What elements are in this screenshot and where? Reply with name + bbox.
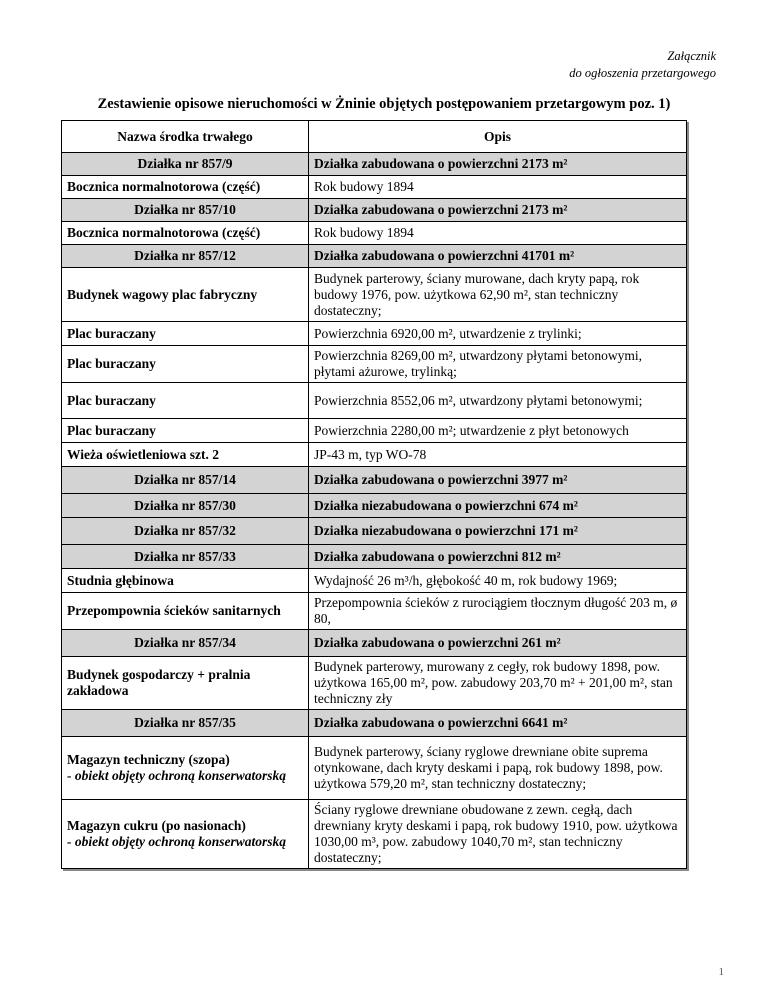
table-row	[62, 383, 687, 419]
cell-description: Działka zabudowana o powierzchni 2173 m²	[309, 199, 687, 222]
cell-name	[62, 593, 309, 630]
cell-name	[62, 657, 309, 710]
table-header-row	[62, 121, 687, 153]
cell-name	[62, 346, 309, 383]
cell-name-text: Magazyn cukru (po nasionach)	[67, 818, 246, 833]
cell-name	[62, 737, 309, 800]
cell-description: Działka niezabudowana o powierzchni 674 m²	[309, 494, 687, 518]
cell-name-text: Magazyn techniczny (szopa)	[67, 752, 230, 767]
cell-name-text: Działka nr 857/32	[134, 523, 236, 538]
header-desc: Opis	[309, 121, 687, 153]
cell-description: Działka zabudowana o powierzchni 2173 m²	[309, 153, 687, 176]
cell-name	[62, 322, 309, 346]
annex-header	[569, 48, 716, 82]
parcel-row	[62, 710, 687, 737]
parcel-row	[62, 494, 687, 518]
table-row	[62, 593, 687, 630]
table-row	[62, 569, 687, 593]
cell-name	[62, 467, 309, 494]
parcel-row	[62, 245, 687, 268]
page-number: 1	[718, 966, 724, 978]
table-row	[62, 222, 687, 245]
cell-name	[62, 545, 309, 569]
cell-name	[62, 419, 309, 443]
property-table	[61, 120, 687, 869]
cell-name	[62, 569, 309, 593]
cell-name	[62, 494, 309, 518]
cell-name-text: Działka nr 857/12	[134, 248, 236, 263]
table-row	[62, 657, 687, 710]
cell-name	[62, 383, 309, 419]
cell-description: Działka niezabudowana o powierzchni 171 m²	[309, 518, 687, 545]
cell-name-text: Studnia głębinowa	[67, 572, 174, 588]
cell-description: Powierzchnia 6920,00 m², utwardzenie z trylinki;	[309, 322, 687, 346]
cell-description: Ściany ryglowe drewniane obudowane z zewn. cegłą, dach drewniany kryty deskami i papą, rok budowy 1910, pow. użytkowa 1030,00 m³, pow. zabudowy 1040,70 m², stan techniczny dostateczny;	[309, 800, 687, 869]
table-row	[62, 737, 687, 800]
cell-description: Powierzchnia 8552,06 m², utwardzony płytami betonowymi;	[309, 383, 687, 419]
protection-note: - obiekt objęty ochroną konserwatorską	[67, 768, 287, 783]
cell-description: Działka zabudowana o powierzchni 3977 m²	[309, 467, 687, 494]
table-row	[62, 800, 687, 869]
cell-description: Działka zabudowana o powierzchni 6641 m²	[309, 710, 687, 737]
table-row	[62, 443, 687, 467]
header-name: Nazwa środka trwałego	[62, 121, 309, 153]
document-title: Zestawienie opisowe nieruchomości w Żninie objętych postępowaniem przetargowym poz. 1)	[97, 96, 671, 112]
table-row	[62, 176, 687, 199]
cell-name-text: Wieża oświetleniowa szt. 2	[67, 446, 219, 462]
cell-description: Budynek parterowy, ściany ryglowe drewniane obite suprema otynkowane, dach kryty deskami i papą, rok budowy 1898, pow. użytkowa 579,20 m², stan techniczny dostateczny;	[309, 737, 687, 800]
annex-line-2: do ogłoszenia przetargowego	[569, 66, 716, 80]
cell-description: Rok budowy 1894	[309, 222, 687, 245]
cell-description: Powierzchnia 8269,00 m², utwardzony płytami betonowymi, płytami ażurowe, trylinką;	[309, 346, 687, 383]
cell-name-text: Działka nr 857/30	[134, 497, 236, 513]
cell-name	[62, 630, 309, 657]
cell-description: Przepompownia ścieków z rurociągiem tłocznym długość 203 m, ø 80,	[309, 593, 687, 630]
cell-name	[62, 176, 309, 199]
cell-name-text: Plac buraczany	[67, 392, 156, 408]
parcel-row	[62, 630, 687, 657]
cell-name-text: Budynek wagowy plac fabryczny	[67, 286, 258, 302]
table-row	[62, 268, 687, 322]
cell-name-text: Budynek gospodarczy + pralnia zakładowa	[67, 667, 251, 698]
parcel-row	[62, 467, 687, 494]
cell-name	[62, 800, 309, 869]
cell-name	[62, 710, 309, 737]
table-row	[62, 419, 687, 443]
cell-description: Działka zabudowana o powierzchni 41701 m²	[309, 245, 687, 268]
cell-name	[62, 153, 309, 176]
table-row	[62, 322, 687, 346]
cell-name	[62, 518, 309, 545]
cell-name-text: Działka nr 857/35	[134, 715, 236, 730]
cell-name	[62, 222, 309, 245]
cell-name	[62, 199, 309, 222]
cell-name-text: Bocznica normalnotorowa (część)	[67, 179, 261, 194]
cell-name	[62, 245, 309, 268]
parcel-row	[62, 199, 687, 222]
cell-name-text: Plac buraczany	[67, 422, 156, 438]
parcel-row	[62, 153, 687, 176]
cell-name-text: Działka nr 857/9	[137, 156, 233, 171]
cell-description: Budynek parterowy, ściany murowane, dach kryty papą, rok budowy 1976, pow. użytkowa 62,90 m², stan techniczny dostateczny;	[309, 268, 687, 322]
cell-description: JP-43 m, typ WO-78	[309, 443, 687, 467]
protection-note: - obiekt objęty ochroną konserwatorską	[67, 834, 287, 849]
parcel-row	[62, 545, 687, 569]
cell-description: Budynek parterowy, murowany z cegły, rok budowy 1898, pow. użytkowa 165,00 m², pow. zabudowy 203,70 m² + 201,00 m², stan techniczny zły	[309, 657, 687, 710]
cell-name-text: Działka nr 857/33	[134, 548, 236, 564]
table-row	[62, 346, 687, 383]
cell-name-text: Działka nr 857/14	[134, 472, 236, 487]
annex-line-1: Załącznik	[667, 49, 716, 63]
cell-description: Działka zabudowana o powierzchni 261 m²	[309, 630, 687, 657]
cell-name-text: Przepompownia ścieków sanitarnych	[67, 603, 281, 618]
cell-description: Powierzchnia 2280,00 m²; utwardzenie z płyt betonowych	[309, 419, 687, 443]
cell-name-text: Bocznica normalnotorowa (część)	[67, 225, 261, 240]
cell-name-text: Działka nr 857/34	[134, 635, 236, 650]
parcel-row	[62, 518, 687, 545]
cell-name	[62, 443, 309, 467]
cell-description: Wydajność 26 m³/h, głębokość 40 m, rok budowy 1969;	[309, 569, 687, 593]
cell-name	[62, 268, 309, 322]
cell-description: Działka zabudowana o powierzchni 812 m²	[309, 545, 687, 569]
cell-description: Rok budowy 1894	[309, 176, 687, 199]
cell-name-text: Plac buraczany	[67, 325, 156, 341]
cell-name-text: Działka nr 857/10	[134, 202, 236, 217]
cell-name-text: Plac buraczany	[67, 356, 156, 371]
